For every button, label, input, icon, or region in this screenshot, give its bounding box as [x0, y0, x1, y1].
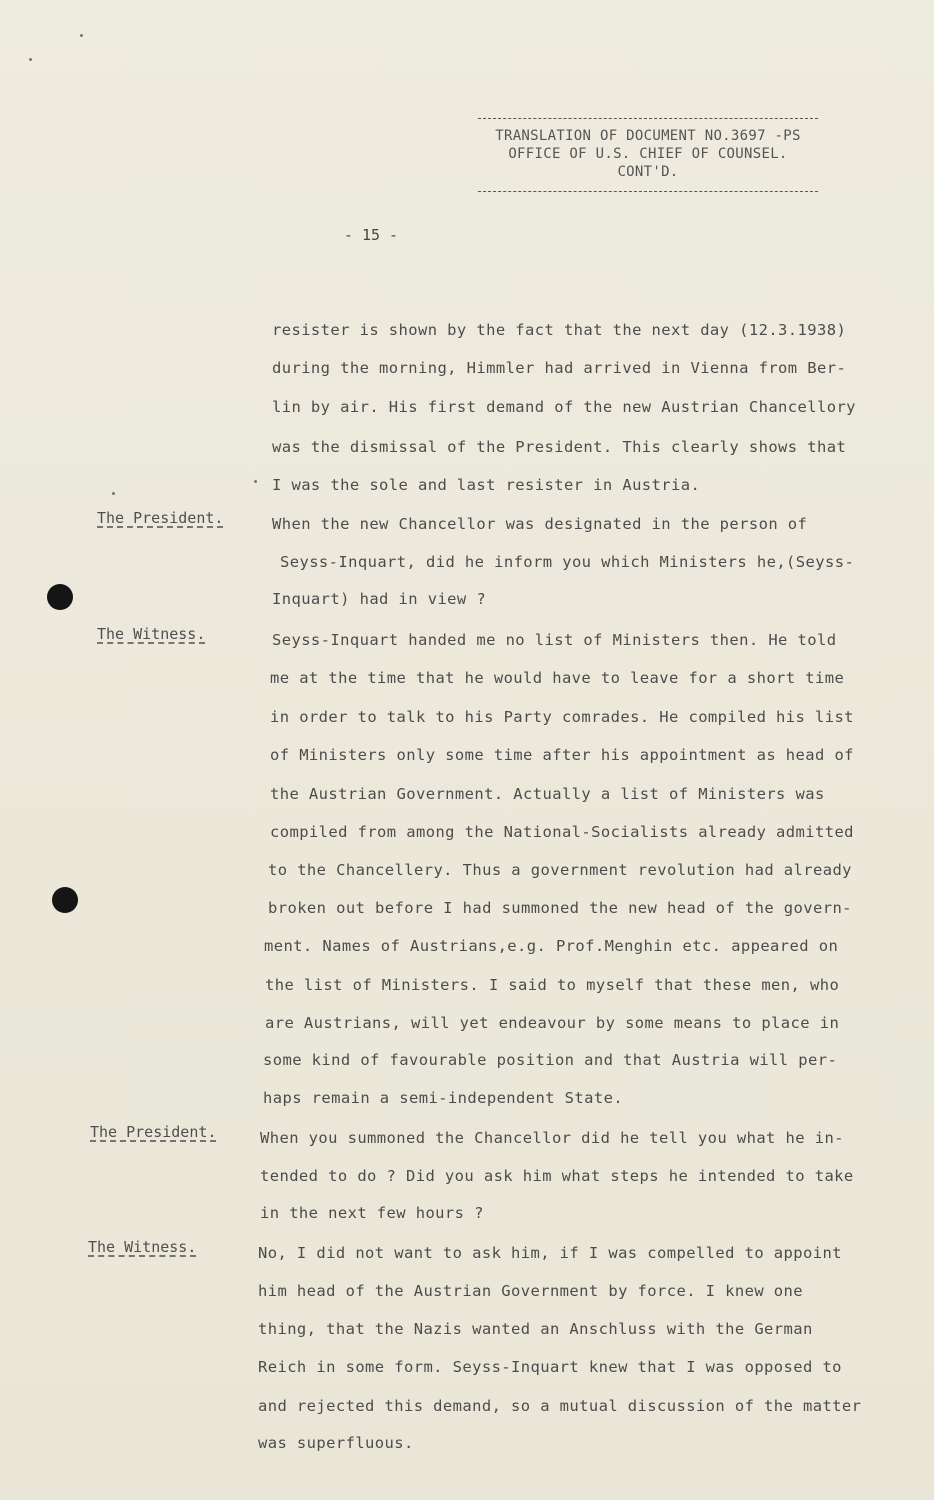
punch-hole [52, 887, 78, 913]
text-line: of Ministers only some time after his appointment as head of [270, 746, 854, 764]
text-line: When the new Chancellor was designated in the person of [272, 515, 808, 533]
text-line: lin by air. His first demand of the new Austrian Chancellory [272, 398, 856, 416]
text-line: him head of the Austrian Government by force. I knew one [258, 1282, 803, 1300]
text-line: me at the time that he would have to leave for a short time [270, 669, 845, 687]
speaker-label: The President. [97, 509, 224, 527]
text-line: I was the sole and last resister in Austria. [272, 476, 701, 494]
text-line: No, I did not want to ask him, if I was compelled to appoint [258, 1244, 842, 1262]
text-line: broken out before I had summoned the new head of the govern- [268, 899, 852, 917]
document-header [478, 118, 818, 192]
speaker-label: The Witness. [97, 625, 206, 643]
paper-speck [254, 480, 257, 483]
text-line: thing, that the Nazis wanted an Anschluss with the German [258, 1320, 813, 1338]
text-line: Inquart) had in view ? [272, 590, 487, 608]
text-line: in order to talk to his Party comrades. He compiled his list [270, 708, 854, 726]
text-line: When you summoned the Chancellor did he tell you what he in- [260, 1129, 844, 1147]
text-line: was the dismissal of the President. This clearly shows that [272, 438, 847, 456]
text-line: the list of Ministers. I said to myself that these men, who [265, 976, 840, 994]
text-line: Reich in some form. Seyss-Inquart knew that I was opposed to [258, 1358, 842, 1376]
paper-speck [80, 34, 83, 37]
text-line: resister is shown by the fact that the next day (12.3.1938) [272, 321, 847, 339]
page-number: - 15 - [343, 226, 399, 244]
text-line: ment. Names of Austrians,e.g. Prof.Menghin etc. appeared on [264, 937, 839, 955]
text-line: haps remain a semi-independent State. [263, 1089, 624, 1107]
text-line: some kind of favourable position and that Austria will per- [263, 1051, 838, 1069]
paper-speck [29, 58, 32, 61]
text-line: was superfluous. [258, 1434, 414, 1452]
text-line: and rejected this demand, so a mutual discussion of the matter [258, 1397, 862, 1415]
header-line-2: OFFICE OF U.S. CHIEF OF COUNSEL. [508, 146, 788, 162]
text-line: tended to do ? Did you ask him what steps he intended to take [260, 1167, 854, 1185]
text-line: compiled from among the National-Socialists already admitted [270, 823, 854, 841]
text-line: the Austrian Government. Actually a list of Ministers was [270, 785, 825, 803]
text-line: Seyss-Inquart handed me no list of Ministers then. He told [272, 631, 837, 649]
header-line-1: TRANSLATION OF DOCUMENT NO.3697 -PS [495, 128, 801, 144]
header-rule-top [478, 118, 818, 119]
speaker-label: The President. [90, 1123, 217, 1141]
text-line: are Austrians, will yet endeavour by some means to place in [265, 1014, 840, 1032]
text-line: Seyss-Inquart, did he inform you which Ministers he,(Seyss- [280, 553, 855, 571]
text-line: to the Chancellery. Thus a government revolution had already [268, 861, 852, 879]
paper-speck [112, 492, 115, 495]
text-line: in the next few hours ? [260, 1204, 484, 1222]
header-rule-bottom [478, 191, 818, 192]
header-line-3: CONT'D. [617, 164, 679, 180]
punch-hole [47, 584, 73, 610]
text-line: during the morning, Himmler had arrived in Vienna from Ber- [272, 359, 847, 377]
speaker-label: The Witness. [88, 1238, 197, 1256]
